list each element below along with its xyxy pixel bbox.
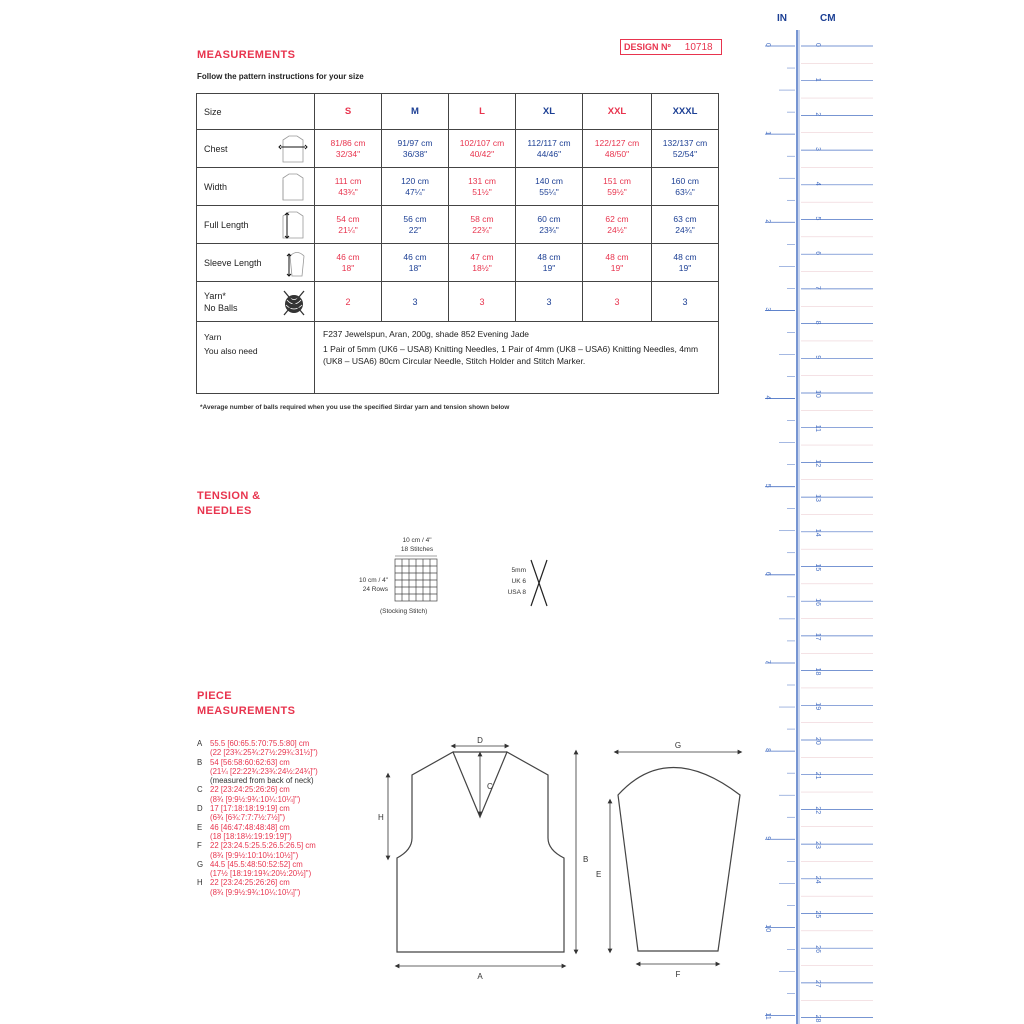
you-also-need-label: You also need — [204, 346, 258, 356]
design-number: 10718 — [684, 41, 713, 53]
tension-rows-label — [338, 576, 388, 594]
tension-heading-line2: NEEDLES — [197, 505, 252, 517]
yarn-row — [197, 322, 719, 394]
sleeve-in: 19" — [678, 262, 692, 273]
balls-footnote: *Average number of balls required when you use the specified Sirdar yarn and tension shown below — [200, 404, 510, 411]
sleeve-cm: 46 cm — [403, 251, 427, 262]
width-in: 63¼" — [675, 186, 695, 197]
width-in: 59½" — [607, 186, 627, 197]
design-label: DESIGN Nº — [624, 42, 671, 52]
ruler-cm-label: 17 — [814, 632, 821, 641]
chest-cm: 102/107 cm — [459, 137, 505, 148]
sweater-width-icon — [278, 172, 308, 202]
tension-heading-line1: TENSION & — [197, 490, 261, 502]
chest-in: 40/42" — [469, 148, 495, 159]
size-xxxl: XXXL — [652, 94, 719, 130]
length-cm: 54 cm — [336, 213, 360, 224]
balls-xxxl: 3 — [652, 282, 719, 322]
ruler-cm-label: 5 — [814, 216, 821, 221]
full-length-row — [197, 206, 719, 244]
length-cm: 60 cm — [537, 213, 561, 224]
ruler-cm-label: 6 — [814, 251, 821, 256]
piece-in: (18 [18:18½:19:19:19]") — [210, 831, 292, 841]
width-cm: 111 cm — [334, 175, 362, 186]
ruler-inch-label: 4 — [764, 395, 771, 400]
width-in: 47¼" — [405, 186, 425, 197]
ruler-cm-label: 14 — [814, 528, 821, 537]
label-e: E — [596, 870, 602, 879]
design-number-box — [620, 39, 722, 55]
ruler-cm-label: 12 — [814, 459, 821, 468]
balls-m: 3 — [382, 282, 449, 322]
piece-in: (8¾ [9:9½:10:10½:10½]") — [210, 850, 299, 860]
ruler-cm-label: 22 — [814, 806, 821, 815]
length-in: 24¾" — [675, 224, 695, 235]
chest-cm: 91/97 cm — [397, 137, 433, 148]
piece-in: (17½ [18:19:19¾:20½:20½]") — [210, 869, 312, 879]
piece-item-d — [197, 804, 318, 823]
tension-top-stitches: 18 Stitches — [400, 546, 434, 553]
ruler-cm-label: 11 — [814, 424, 821, 432]
ruler-cm-label: 13 — [814, 494, 821, 502]
ruler-cm-label: 4 — [814, 181, 821, 186]
label-g: G — [674, 741, 682, 750]
size-l: L — [449, 94, 516, 130]
sleeve-piece-diagram — [598, 735, 758, 980]
width-row — [197, 168, 719, 206]
piece-letter: G — [197, 859, 204, 869]
chest-cm: 112/117 cm — [527, 137, 571, 148]
balls-label-count: No Balls — [204, 302, 238, 313]
body-outline — [397, 752, 564, 952]
size-s: S — [315, 94, 382, 130]
sweater-length-icon — [278, 210, 308, 240]
ruler-cm-label: 15 — [814, 563, 821, 572]
piece-item-g — [197, 860, 318, 879]
width-cm: 120 cm — [401, 175, 429, 186]
sleeve-in: 19" — [610, 262, 624, 273]
chest-cm: 122/127 cm — [594, 137, 640, 148]
length-cm: 58 cm — [470, 213, 494, 224]
piece-in: (21¼ [22:22¾:23¾:24½:24¾]") — [210, 766, 318, 776]
piece-in: (6¾ [6¾:7:7:7½:7½]") — [210, 813, 286, 823]
length-cm: 56 cm — [403, 213, 427, 224]
chest-in: 48/50" — [604, 148, 630, 159]
size-m: M — [382, 94, 449, 130]
ruler-cm-label: 2 — [814, 112, 821, 117]
piece-letter: B — [197, 757, 203, 767]
you-also-need-text: 1 Pair of 5mm (UK6 – USA8) Knitting Needles, 1 Pair of 4mm (UK8 – USA6) Knitting Needles, 4mm (UK8 – USA6) 80cm Circular Needle, Stitch Holder and Stitch Marker. — [323, 344, 699, 366]
sleeve-length-row — [197, 244, 719, 282]
length-cm: 63 cm — [673, 213, 697, 224]
label-a: A — [477, 972, 483, 981]
sleeve-in: 19" — [542, 262, 556, 273]
label-d: D — [477, 736, 483, 745]
piece-item-c — [197, 785, 318, 804]
sleeve-cm: 47 cm — [470, 251, 494, 262]
chest-cm: 132/137 cm — [662, 137, 708, 148]
balls-l: 3 — [449, 282, 516, 322]
ruler-cm-label: 10 — [814, 390, 821, 398]
sleeve-in: 18" — [341, 262, 355, 273]
yarn-label: Yarn — [204, 332, 222, 342]
piece-cm: 17 [17:18:18:19:19] cm — [210, 804, 290, 814]
needle-usa: USA 8 — [507, 589, 526, 596]
ruler-cm-label: 3 — [814, 147, 821, 152]
ruler-cm-label: 16 — [814, 598, 821, 606]
piece-cm: 54 [56:58:60:62:63] cm — [210, 757, 290, 767]
width-cm: 140 cm — [535, 175, 563, 186]
length-in: 23¾" — [539, 224, 559, 235]
piece-item-e — [197, 823, 318, 842]
piece-cm: 22 [23:24:25:26:26] cm — [210, 785, 290, 795]
size-label: Size — [197, 94, 315, 130]
width-cm: 151 cm — [603, 175, 631, 186]
width-in: 43¾" — [338, 186, 358, 197]
width-cm: 131 cm — [468, 175, 496, 186]
ruler-inch-label: 2 — [764, 219, 771, 224]
tension-left-height: 10 cm / 4" — [358, 577, 388, 584]
ruler-inch-label: 1 — [764, 131, 771, 136]
ruler-inch-label: 0 — [764, 43, 771, 47]
ruler-cm-label: 24 — [814, 875, 821, 884]
width-label: Width — [204, 181, 228, 192]
piece-heading-line2: MEASUREMENTS — [197, 705, 296, 717]
sweater-chest-icon — [278, 134, 308, 164]
ruler-cm-label: 18 — [814, 667, 821, 676]
piece-in: (22 [23¾:25¾:27½:29¾:31½]") — [210, 748, 318, 758]
sleeve-outline — [618, 768, 740, 952]
ruler-cm-label: 1 — [814, 77, 821, 82]
piece-item-h — [197, 878, 318, 897]
piece-item-a — [197, 739, 318, 758]
label-c: C — [487, 782, 493, 791]
ruler-cm-label: 25 — [814, 910, 821, 919]
balls-xxl: 3 — [583, 282, 652, 322]
piece-in: (8¾ [9:9½:9¾:10¼:10¼]") — [210, 794, 301, 804]
measurements-table — [196, 93, 719, 394]
ruler-cm-label: 19 — [814, 702, 821, 711]
chest-cm: 81/86 cm — [330, 137, 366, 148]
sleeve-cm: 48 cm — [605, 251, 629, 262]
piece-measurements-list — [197, 739, 318, 897]
piece-letter: E — [197, 822, 203, 832]
ruler-inch-label: 9 — [764, 836, 771, 841]
chest-in: 52/54" — [672, 148, 698, 159]
needle-uk: UK 6 — [511, 578, 526, 585]
piece-letter: F — [197, 841, 202, 851]
piece-cm: 22 [23:24:25:26:26] cm — [210, 878, 290, 888]
label-f: F — [675, 970, 681, 979]
full-length-label: Full Length — [204, 219, 249, 230]
length-in: 21¼" — [338, 224, 358, 235]
ruler-cm-label: 26 — [814, 945, 821, 953]
length-cm: 62 cm — [605, 213, 629, 224]
chest-row — [197, 130, 719, 168]
sleeve-cm: 48 cm — [537, 251, 561, 262]
piece-cm: 22 [23:24.5:25.5:26.5:26.5] cm — [210, 841, 316, 851]
ruler-inch-label: 11 — [764, 1012, 771, 1020]
width-cm: 160 cm — [671, 175, 699, 186]
ruler-cm-label: 9 — [814, 355, 821, 360]
measurements-subtitle: Follow the pattern instructions for your size — [197, 72, 364, 81]
ruler-inch-label: 3 — [764, 307, 771, 312]
body-piece-diagram — [370, 730, 600, 982]
balls-xl: 3 — [516, 282, 583, 322]
piece-note: (measured from back of neck) — [210, 776, 314, 786]
needle-mm: 5mm — [511, 567, 526, 574]
piece-cm: 44.5 [45.5:48:50:52:52] cm — [210, 859, 303, 869]
size-xxl: XXL — [583, 94, 652, 130]
ruler-cm-label: 21 — [814, 771, 821, 780]
piece-letter: H — [197, 878, 203, 888]
piece-item-b — [197, 758, 318, 786]
sleeve-cm: 46 cm — [336, 251, 360, 262]
size-row — [197, 94, 719, 130]
ruler-inch-label: 5 — [764, 483, 771, 488]
sleeve-in: 18" — [408, 262, 422, 273]
ruler-inch-label: 8 — [764, 748, 771, 753]
ruler-cm-label: 27 — [814, 979, 821, 988]
ruler-cm-label: CM — [820, 13, 836, 24]
length-in: 22¾" — [472, 224, 492, 235]
ruler-in-label: IN — [777, 13, 787, 24]
length-in: 24½" — [607, 224, 627, 235]
width-in: 51½" — [472, 186, 492, 197]
ruler-inch-label: 10 — [764, 924, 771, 933]
label-h: H — [378, 813, 384, 822]
piece-letter: D — [197, 804, 203, 814]
ruler-inch-label: 7 — [764, 659, 771, 664]
label-b: B — [583, 855, 589, 864]
balls-label-yarn: Yarn* — [204, 290, 226, 301]
sleeve-length-icon — [286, 248, 308, 278]
ruler-cm-label: 8 — [814, 320, 821, 325]
stocking-stitch-label: (Stocking Stitch) — [380, 608, 428, 615]
balls-s: 2 — [315, 282, 382, 322]
measurements-heading: MEASUREMENTS — [197, 49, 296, 61]
piece-letter: C — [197, 785, 203, 795]
ruler-cm-label: 23 — [814, 841, 821, 849]
piece-in: (8¾ [9:9½:9¾:10¼:10¼]") — [210, 887, 301, 897]
width-in: 55¼" — [539, 186, 559, 197]
tension-swatch-grid — [394, 558, 438, 602]
tension-heading — [197, 489, 261, 519]
ruler-cm-label: 20 — [814, 737, 821, 745]
balls-row — [197, 282, 719, 322]
piece-heading — [197, 689, 295, 719]
chest-in: 32/34" — [335, 148, 361, 159]
piece-heading-line1: PIECE — [197, 690, 233, 702]
sleeve-cm: 48 cm — [673, 251, 697, 262]
piece-letter: A — [197, 739, 203, 748]
chest-label: Chest — [204, 143, 228, 154]
yarn-ball-icon — [280, 288, 308, 316]
needle-size-label — [500, 565, 526, 598]
ruler-inch-label: 6 — [764, 571, 771, 576]
chest-in: 36/38" — [402, 148, 428, 159]
chest-in: 44/46" — [536, 148, 562, 159]
piece-cm: 55.5 [60:65.5:70:75.5:80] cm — [210, 739, 310, 748]
length-in: 22" — [408, 224, 422, 235]
piece-cm: 46 [46:47:48:48:48] cm — [210, 822, 290, 832]
tension-stitches-label — [392, 536, 442, 554]
ruler-cm-label: 28 — [814, 1014, 821, 1023]
tension-top-width: 10 cm / 4" — [402, 537, 432, 544]
needles-icon — [528, 558, 550, 608]
size-xl: XL — [516, 94, 583, 130]
ruler-cm-label: 0 — [814, 43, 821, 47]
tension-left-rows: 24 Rows — [362, 586, 388, 593]
piece-item-f — [197, 841, 318, 860]
ruler-cm-label: 7 — [814, 285, 821, 290]
ruler — [755, 30, 880, 1024]
yarn-text: F237 Jewelspun, Aran, 200g, shade 852 Evening Jade — [323, 329, 530, 339]
sleeve-in: 18½" — [472, 262, 492, 273]
sleeve-length-label: Sleeve Length — [204, 257, 262, 268]
